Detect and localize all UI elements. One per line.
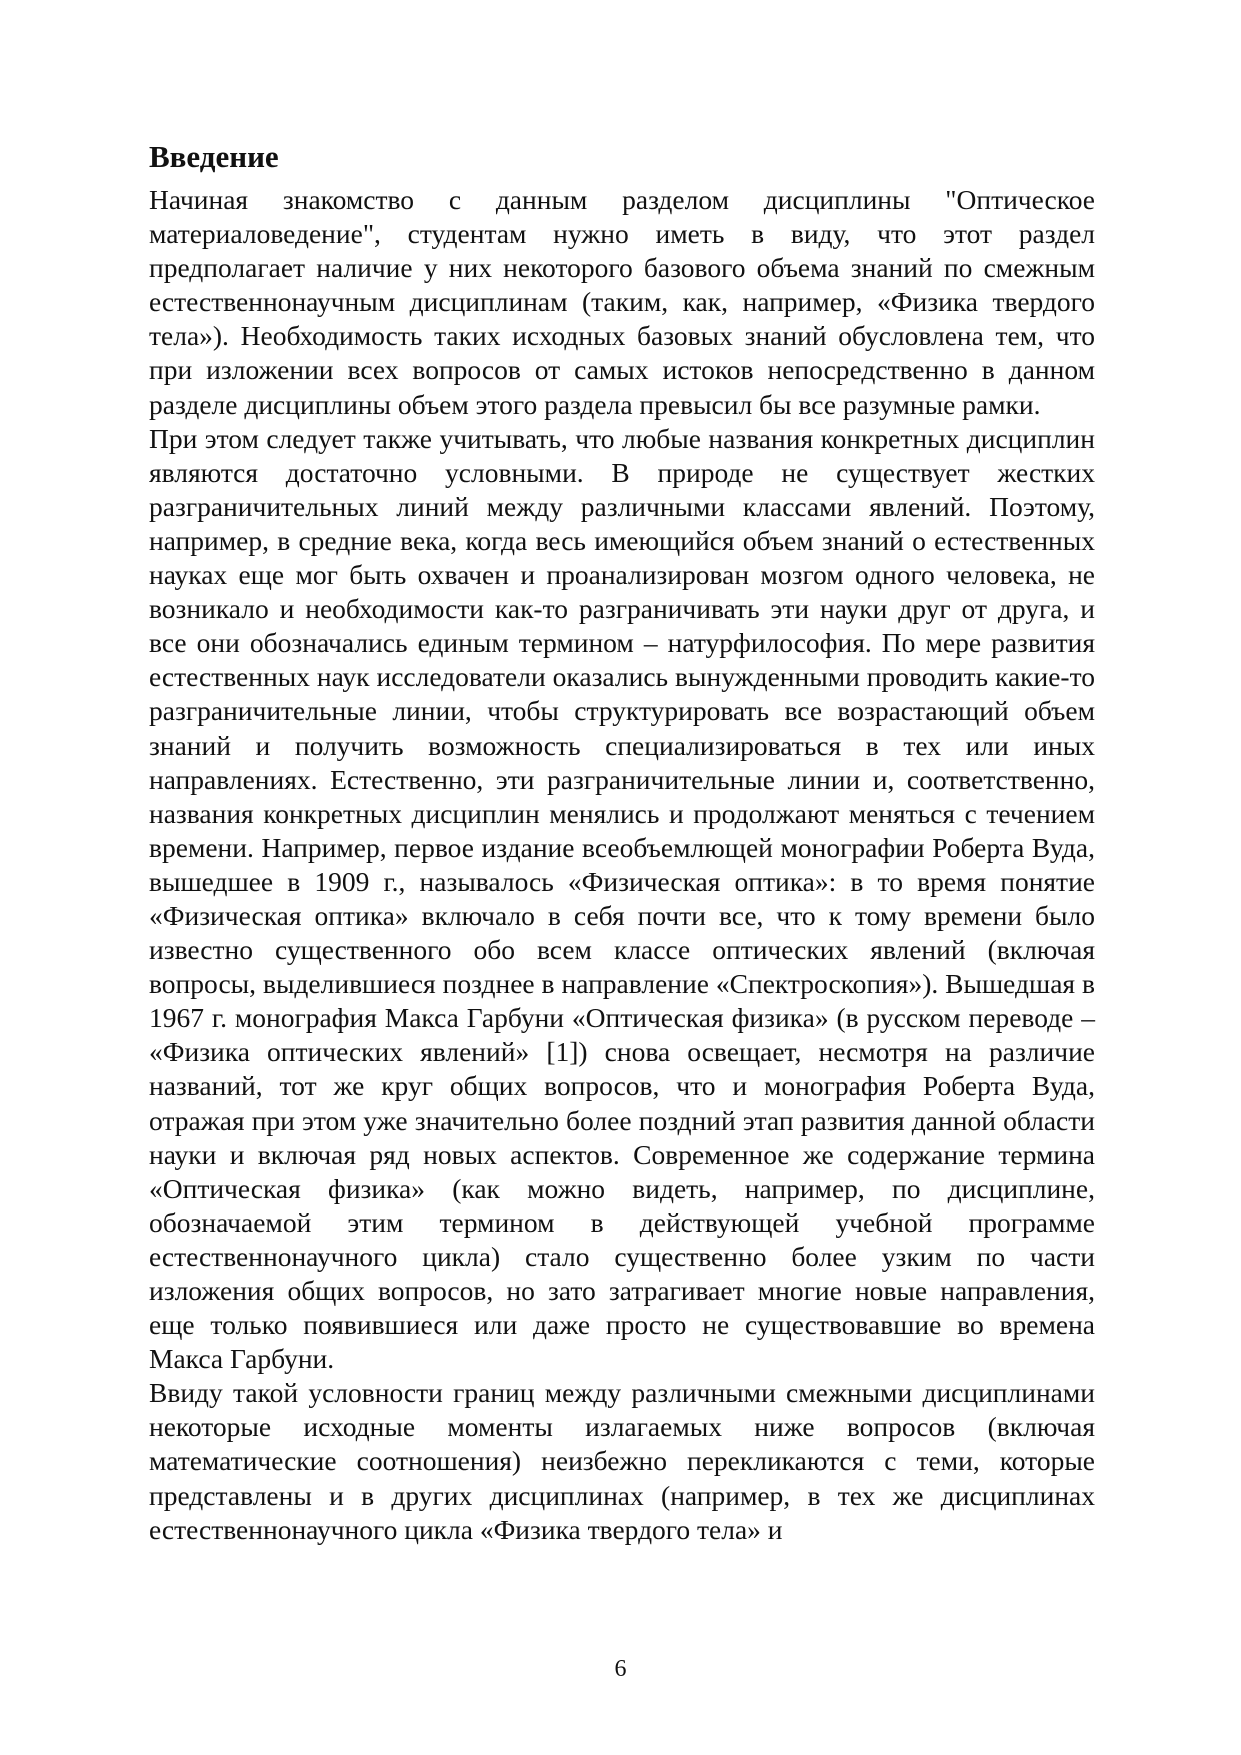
- page-content: [149, 137, 1095, 1547]
- paragraph-history: При этом следует также учитывать, что любые названия конкретных дисциплин являются достаточно условными. В природе не существует жестких разграничительных линий между различными классами явлений. Поэтому, например, в средние века, когда весь имеющийся объем знаний о естественных науках еще мог быть охвачен и проанализирован мозгом одного человека, не возникало и необходимости как-то разграничивать эти науки друг от друга, и все они обозначались единым термином – натурфилософия. По мере развития естественных наук исследователи оказались вынужденными проводить какие-то разграничительные линии, чтобы структурировать все возрастающий объем знаний и получить возможность специализироваться в тех или иных направлениях. Естественно, эти разграничительные линии и, соответственно, названия конкретных дисциплин менялись и продолжают меняться с течением времени. Например, первое издание всеобъемлющей монографии Роберта Вуда, вышедшее в 1909 г., называлось «Физическая оптика»: в то время понятие «Физическая оптика» включало в себя почти все, что к тому времени было известно существенного обо всем классе оптических явлений (включая вопросы, выделившиеся позднее в направление «Спектроскопия»). Вышедшая в 1967 г. монография Макса Гарбуни «Оптическая физика» (в русском переводе – «Физика оптических явлений» [1]) снова освещает, несмотря на различие названий, тот же круг общих вопросов, что и монография Роберта Вуда, отражая при этом уже значительно более поздний этап развития данной области науки и включая ряд новых аспектов. Современное же содержание термина «Оптическая физика» (как можно видеть, например, по дисциплине, обозначаемой этим термином в действующей учебной программе естественнонаучного цикла) стало существенно более узким по части изложения общих вопросов, но зато затрагивает многие новые направления, еще только появившиеся или даже просто не существовавшие во времена Макса Гарбуни.: [149, 422, 1095, 1375]
- section-heading: Введение: [149, 139, 279, 174]
- page-number: 6: [614, 1656, 627, 1682]
- paragraph-intro: Начиная знакомство с данным разделом дисциплины "Оптическое материаловедение", студентам нужно иметь в виду, что этот раздел предполагает наличие у них некоторого базового объема знаний по смежным естественнонаучным дисциплинам (таким, как, например, «Физика твердого тела»). Необходимость таких исходных базовых знаний обусловлена тем, что при изложении всех вопросов от самых истоков непосредственно в данном разделе дисциплины объем этого раздела превысил бы все разумные рамки.: [149, 184, 1095, 420]
- paragraph-overlap: Ввиду такой условности границ между различными смежными дисциплинами некоторые исходные моменты излагаемых ниже вопросов (включая математические соотношения) неизбежно перекликаются с теми, которые представлены и в других дисциплинах (например, в тех же дисциплинах естественнонаучного цикла «Физика твердого тела» и: [149, 1377, 1095, 1545]
